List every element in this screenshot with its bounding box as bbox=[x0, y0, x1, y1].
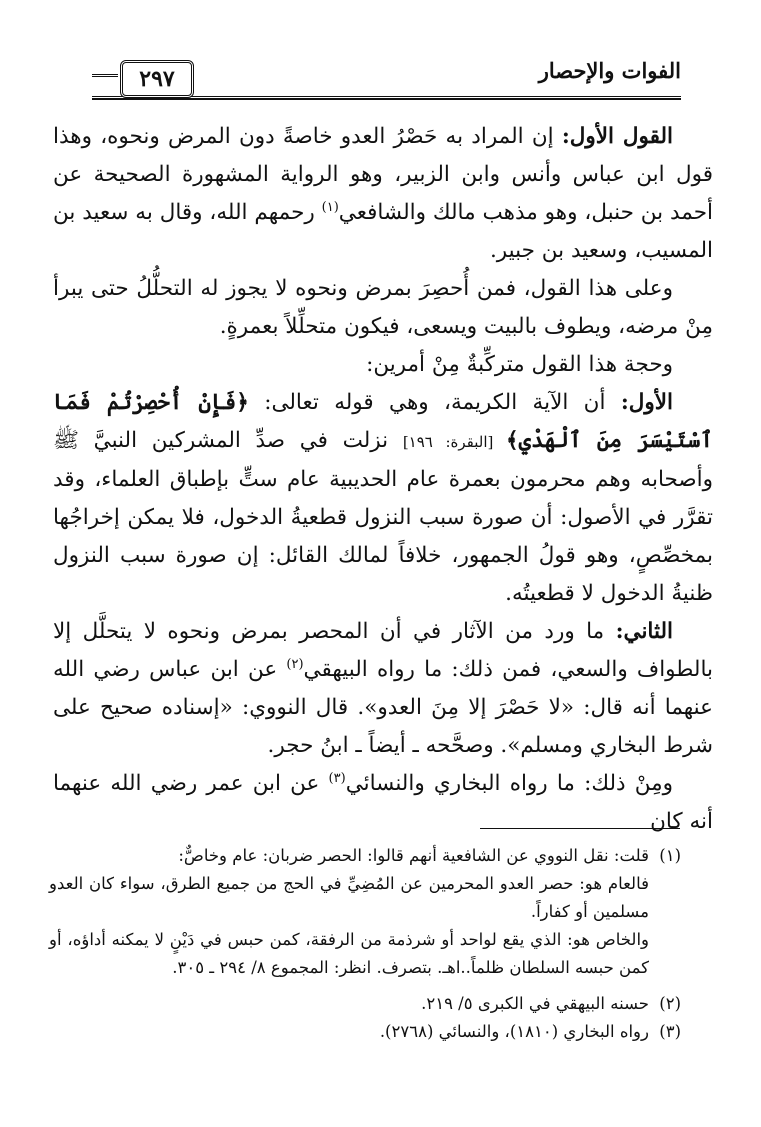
paragraph-text: ما ورد من الآثار في أن المحصر بمرض ونحوه لا يتحلَّل إلا بالطواف والسعي، فمن ذلك: ما رواه البيهقي bbox=[53, 619, 713, 682]
footnote-body: رواه البخاري (١٨١٠)، والنسائي (٢٧٦٨). bbox=[379, 1022, 649, 1041]
page-number-box bbox=[120, 60, 194, 98]
paragraph-text: نزلت في صدِّ المشركين النبيَّ ﷺ وأصحابه وهم محرمون بعمرة عام الحديبية عام ستٍّ بإطباق العلماء، وقد تقرَّر في الأصول: أن صورة سبب النزول قطعيةُ الدخول، فلا يمكن إخراجُها بمخصِّصٍ، وهو قولُ الجمهور، خلافاً لمالك القائل: إن صورة سبب النزول ظنيةُ الدخول لا قطعيتُه. bbox=[53, 428, 713, 606]
main-text bbox=[53, 118, 713, 841]
header-left-rule bbox=[92, 74, 118, 77]
verse-reference: [البقرة: ١٩٦] bbox=[402, 433, 506, 451]
footnote-marker-3: (٣) bbox=[328, 770, 346, 786]
page-number: ٢٩٧ bbox=[139, 66, 175, 92]
paragraph-text: أن الآية الكريمة، وهي قوله تعالى: bbox=[248, 390, 621, 415]
paragraph-consequence bbox=[53, 270, 713, 346]
paragraph-second-argument bbox=[53, 613, 713, 765]
footnote-3 bbox=[49, 1018, 681, 1046]
paragraph-text: رحمهم الله، وقال به سعيد بن المسيب، وسعيد بن جبير. bbox=[53, 200, 713, 263]
paragraph-text: وحجة هذا القول متركِّبةٌ مِنْ أمرين: bbox=[366, 352, 673, 377]
footnote-marker-2: (٢) bbox=[286, 656, 304, 672]
footnotes bbox=[49, 842, 681, 1046]
paragraph-first-opinion bbox=[53, 118, 713, 270]
paragraph-text: عن ابن عمر رضي الله عنهما أنه كان bbox=[53, 771, 713, 834]
footnote-number: (٢) bbox=[659, 994, 681, 1013]
chapter-title: الفوات والإحصار bbox=[538, 58, 681, 83]
paragraph-text: وعلى هذا القول، فمن أُحصِرَ بمرض ونحوه لا يجوز له التحلُّلُ حتى يبرأ مِنْ مرضه، ويطوف بالبيت ويسعى، فيكون متحلِّلاً بعمرةٍ. bbox=[53, 276, 713, 339]
footnote-line: قلت: نقل النووي عن الشافعية أنهم قالوا: الحصر ضربان: عام وخاصٌّ: bbox=[178, 846, 649, 865]
footnote-number: (١) bbox=[659, 846, 681, 865]
footnote-number: (٣) bbox=[659, 1022, 681, 1041]
paragraph-further-evidence bbox=[53, 765, 713, 841]
page-header bbox=[92, 58, 681, 102]
paragraph-text: إن المراد به حَصْرُ العدو خاصةً دون المرض ونحوه، وهذا قول ابن عباس وأنس وابن الزبير، وهو الرواية المشهورة الصحيحة عن أحمد بن حنبل، وهو مذهب مالك والشافعي bbox=[53, 124, 713, 225]
first-opinion-label: القول الأول: bbox=[561, 124, 673, 149]
footnote-marker-1: (١) bbox=[321, 199, 339, 215]
first-argument-label: الأول: bbox=[620, 390, 673, 415]
footnote-body bbox=[49, 842, 649, 982]
quran-verse: ﴿فَإِنْ أُحْصِرْتُمْ فَمَا ٱسْتَيْسَرَ مِنَ ٱلْهَدْيِ﴾ bbox=[53, 390, 713, 453]
footnote-line: فالعام هو: حصر العدو المحرمين عن المُضِيِّ في الحج من جميع الطرق، سواء كان العدو مسلمين أو كفاراً. bbox=[49, 874, 649, 921]
paragraph-text: ومِنْ ذلك: ما رواه البخاري والنسائي bbox=[345, 771, 673, 796]
paragraph-argument-intro bbox=[53, 346, 713, 384]
footnote-body: حسنه البيهقي في الكبرى ٥/ ٢١٩. bbox=[421, 994, 649, 1013]
footnote-line: والخاص هو: الذي يقع لواحد أو شرذمة من الرفقة، كمن حبس في دَيْنٍ لا يمكنه أداؤه، أو كمن حبسه السلطان ظلماً..اهـ. بتصرف. انظر: المجموع ٨/ ٢٩٤ ـ ٣٠٥. bbox=[49, 930, 649, 977]
paragraph-text: عن ابن عباس رضي الله عنهما أنه قال: «لا حَصْرَ إلا مِنَ العدو». قال النووي: «إسناده صحيح على شرط البخاري ومسلم». وصحَّحه ـ أيضاً ـ ابنُ حجر. bbox=[53, 657, 713, 758]
footnote-1 bbox=[49, 842, 681, 982]
footnote-2 bbox=[49, 990, 681, 1018]
footnote-separator bbox=[480, 828, 680, 829]
second-argument-label: الثاني: bbox=[615, 619, 673, 644]
paragraph-first-argument bbox=[53, 384, 713, 613]
